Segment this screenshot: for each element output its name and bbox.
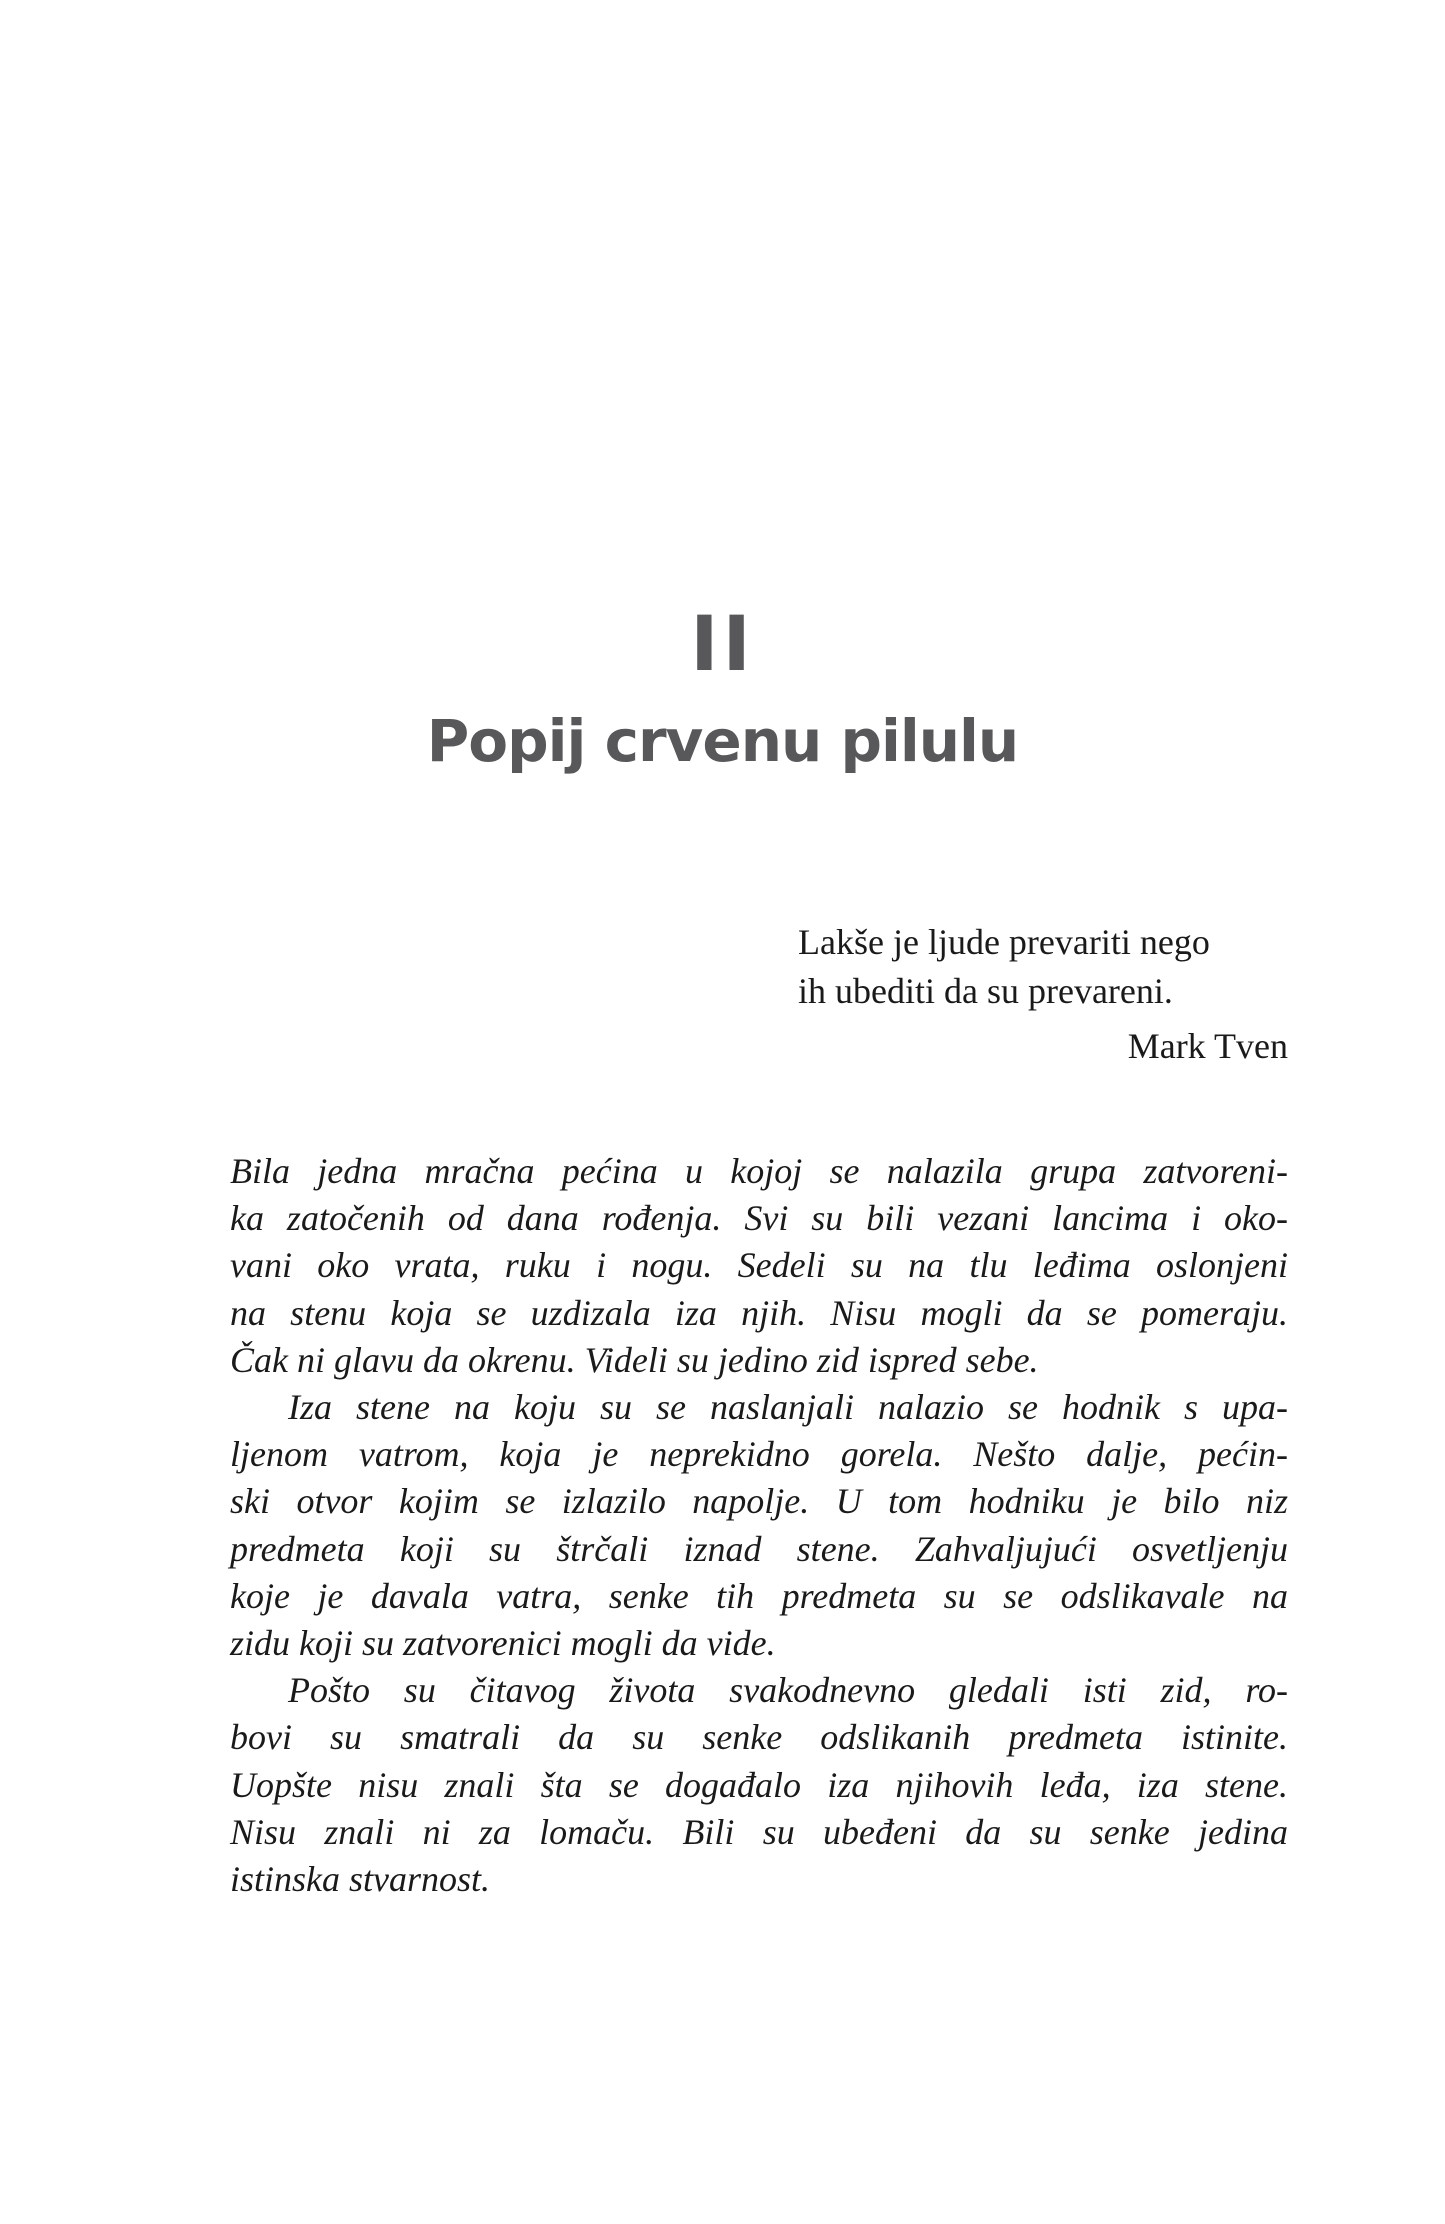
text-line: Uopšte nisu znali šta se događalo iza njihovih leđa, iza stene. bbox=[230, 1764, 1288, 1805]
chapter-number: II bbox=[690, 599, 755, 688]
text-line: koje je davala vatra, senke tih predmeta su se odslikavale na bbox=[230, 1575, 1288, 1616]
text-line: na stenu koja se uzdizala iza njih. Nisu mogli da se pomeraju. bbox=[230, 1292, 1288, 1333]
text-line: Pošto su čitavog života svakodnevno gledali isti zid, ro- bbox=[288, 1670, 1288, 1711]
text-line: ski otvor kojim se izlazilo napolje. U tom hodniku je bilo niz bbox=[230, 1481, 1288, 1522]
text-line: predmeta koji su štrčali iznad stene. Zahvaljujući osvetljenju bbox=[230, 1528, 1288, 1569]
text-line: Bila jedna mračna pećina u kojoj se nalazila grupa zatvoreni- bbox=[230, 1151, 1288, 1191]
text-line: Čak ni glavu da okrenu. Videli su jedino zid ispred sebe. bbox=[230, 1339, 1039, 1380]
chapter-title: Popij crvenu pilulu bbox=[426, 707, 1019, 775]
epigraph-line: Lakše je ljude prevariti nego bbox=[798, 922, 1210, 962]
text-line: bovi su smatrali da su senke odslikanih predmeta istinite. bbox=[230, 1717, 1288, 1758]
text-line: vani oko vrata, ruku i nogu. Sedeli su na tlu leđima oslonjeni bbox=[230, 1245, 1288, 1286]
text-line: istinska stvarnost. bbox=[230, 1859, 491, 1900]
body-text bbox=[230, 1148, 1288, 1903]
text-line: Iza stene na koju su se naslanjali nalazio se hodnik s upa- bbox=[288, 1387, 1288, 1428]
text-line: Nisu znali ni za lomaču. Bili su ubeđeni da su senke jedina bbox=[230, 1811, 1288, 1852]
epigraph bbox=[798, 918, 1288, 1071]
epigraph-author: Mark Tven bbox=[1127, 1026, 1288, 1066]
text-line: ka zatočenih od dana rođenja. Svi su bili vezani lancima i oko- bbox=[230, 1198, 1288, 1239]
epigraph-line: ih ubediti da su prevareni. bbox=[798, 971, 1173, 1011]
paragraph-2 bbox=[230, 1384, 1288, 1667]
text-line: ljenom vatrom, koja je neprekidno gorela. Nešto dalje, pećin- bbox=[230, 1434, 1288, 1475]
paragraph-1 bbox=[230, 1148, 1288, 1384]
paragraph-3 bbox=[230, 1667, 1288, 1903]
text-line: zidu koji su zatvorenici mogli da vide. bbox=[230, 1623, 776, 1664]
